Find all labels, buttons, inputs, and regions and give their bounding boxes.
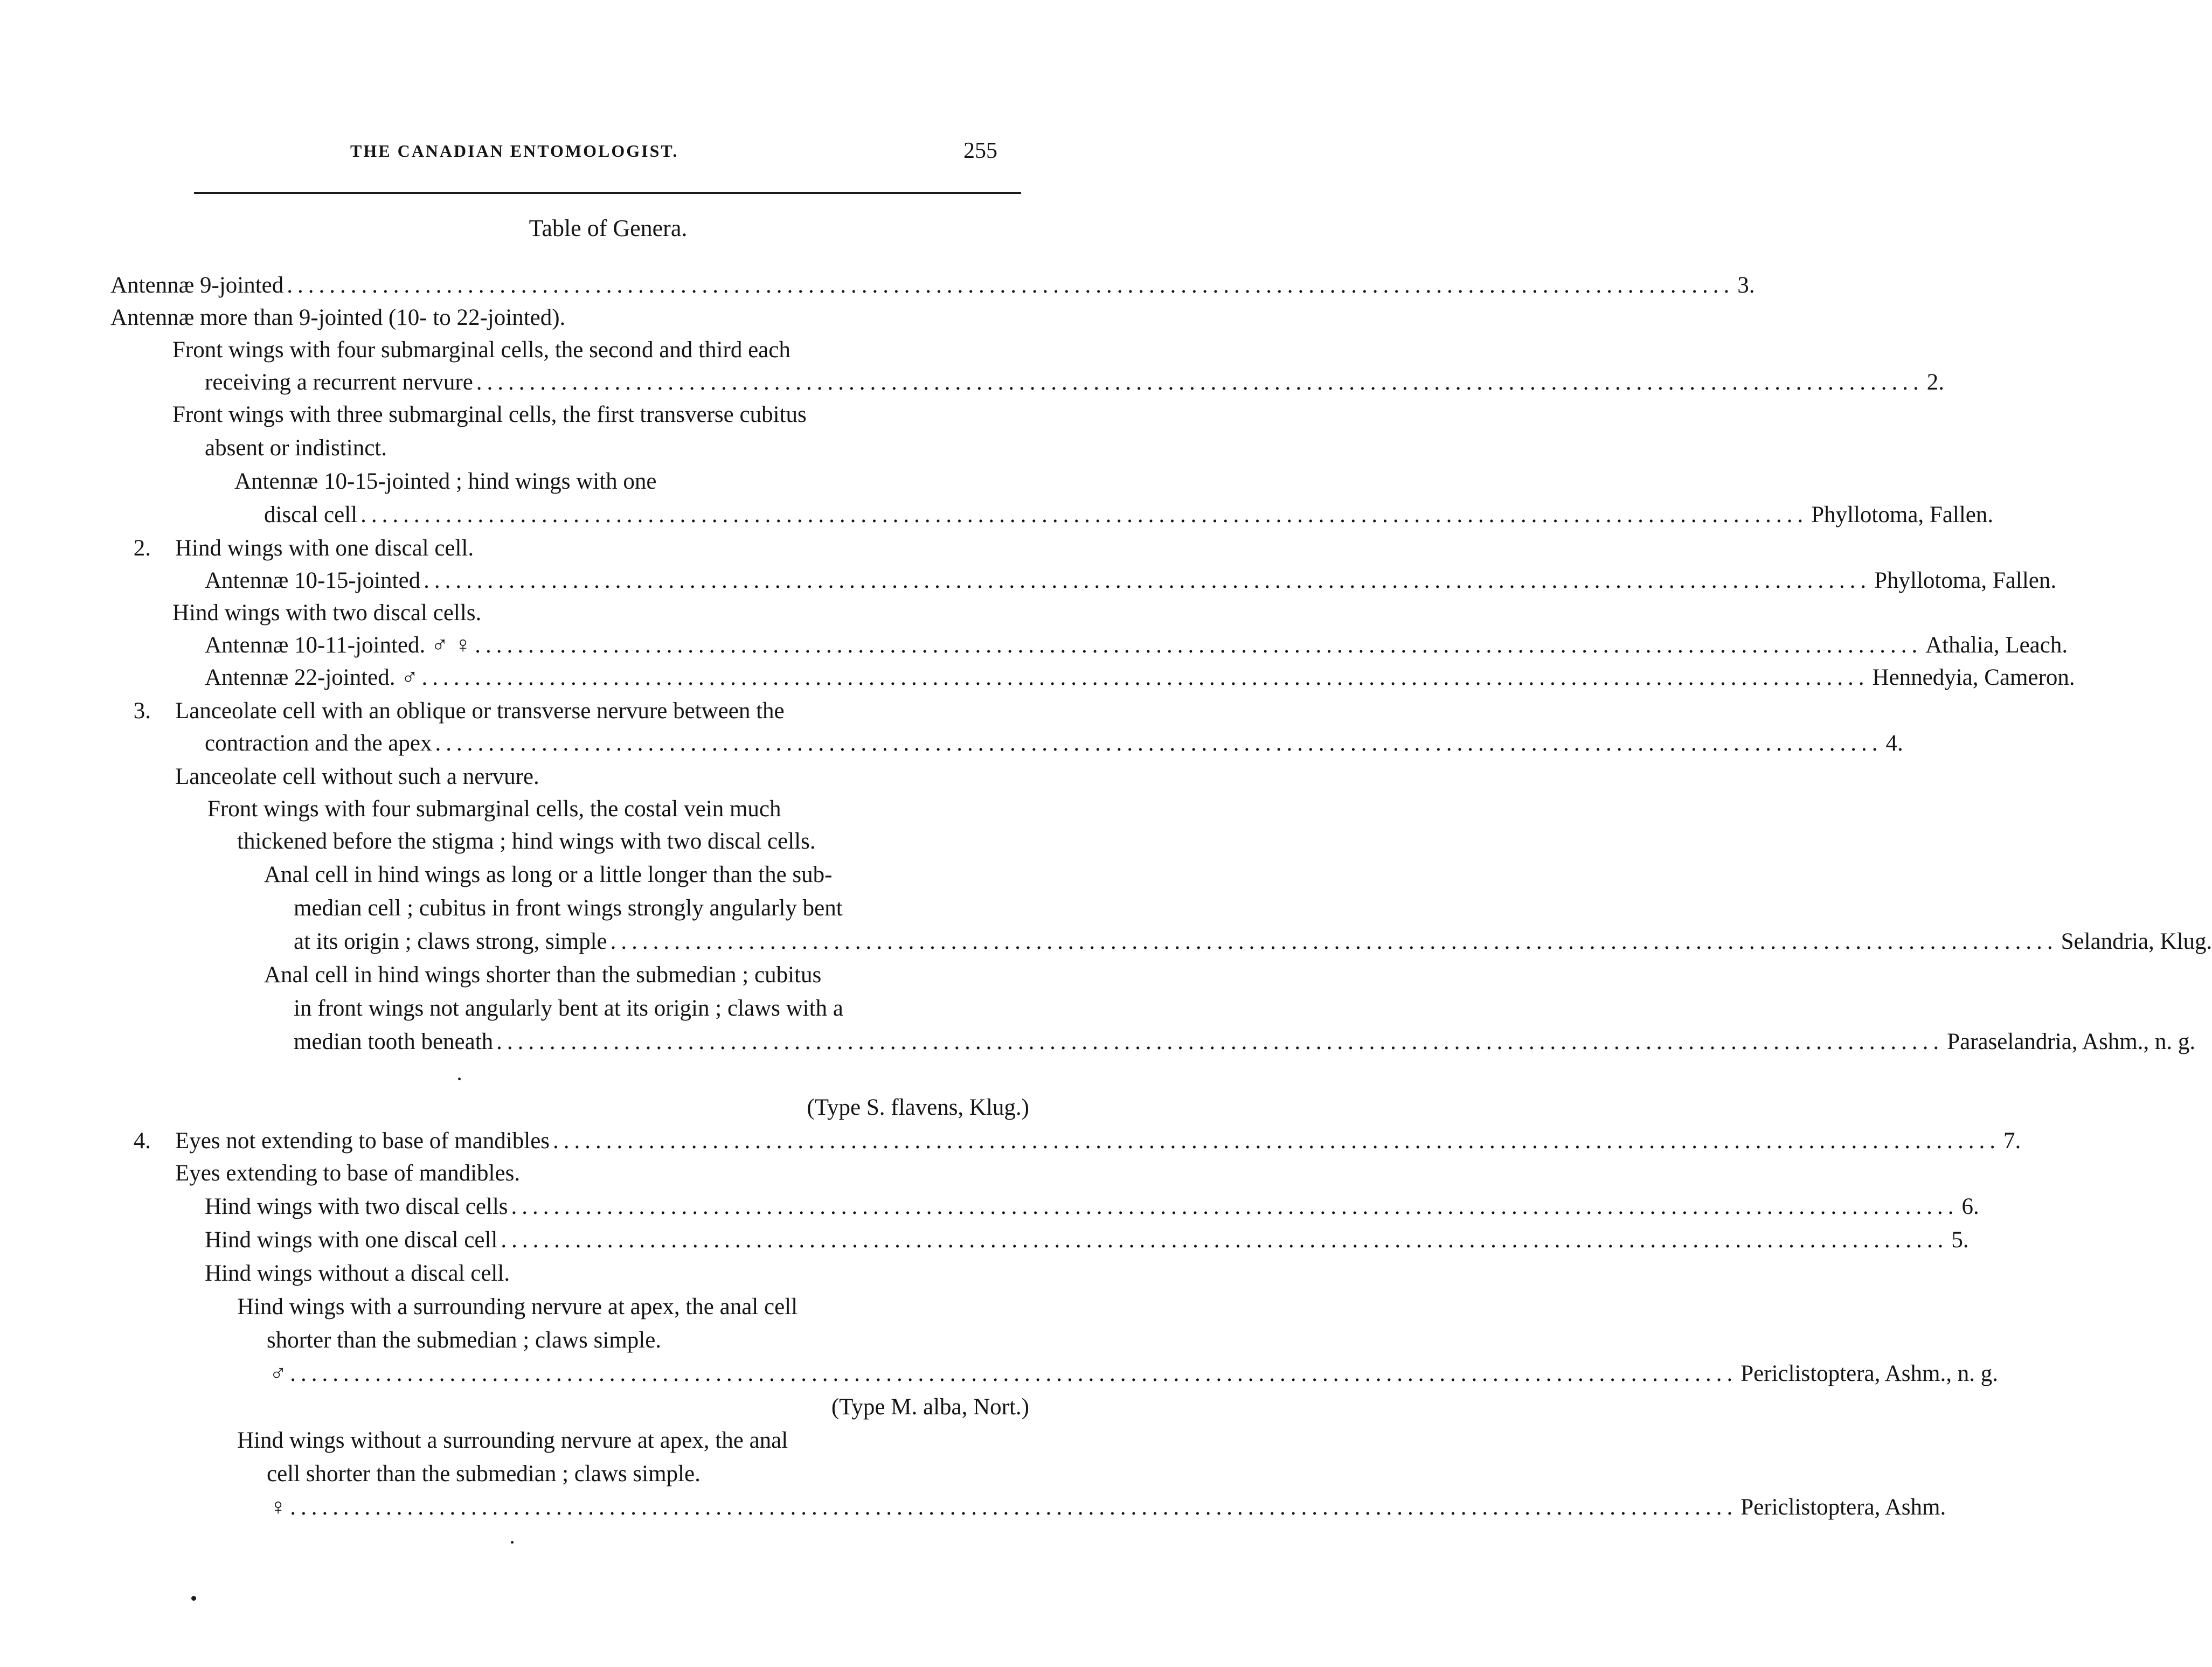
key-line [207, 797, 781, 821]
key-text: Hind wings with one discal cell. [175, 536, 474, 561]
key-text: in front wings not angularly bent at its origin ; claws with a [294, 996, 843, 1021]
key-line [269, 1361, 1998, 1386]
key-line [133, 536, 474, 561]
key-text: Hind wings with two discal cells. [172, 600, 482, 626]
dot-leader: ........................................................................................................................................ [511, 1194, 1959, 1219]
key-line [205, 731, 1903, 756]
key-line [237, 830, 816, 853]
dot-leader: ........................................................................................................................................ [290, 1361, 1738, 1386]
key-text: at its origin ; claws strong, simple [294, 929, 607, 954]
dot-leader: ........................................................................................................................................ [287, 273, 1735, 298]
dot-leader: ........................................................................................................................................ [501, 1227, 1948, 1253]
key-reference: 3. [1737, 273, 1755, 298]
key-text: Lanceolate cell without such a nervure. [175, 764, 539, 789]
key-line [110, 273, 1755, 298]
key-line [110, 306, 565, 329]
couplet-number: 2. [133, 536, 151, 561]
key-line [264, 863, 833, 886]
key-text: Eyes not extending to base of mandibles [175, 1128, 550, 1154]
key-line [294, 929, 2212, 954]
key-line [205, 1262, 510, 1285]
dot-leader: ........................................................................................................................................ [476, 370, 1924, 395]
dot-leader: ........................................................................................................................................ [360, 502, 1808, 527]
key-reference: Selandria, Klug. [2061, 929, 2212, 954]
key-reference: 7. [2003, 1128, 2021, 1154]
key-text: receiving a recurrent nervure [205, 370, 473, 395]
key-line [294, 897, 843, 920]
key-text: Front wings with four submarginal cells, the costal vein much [207, 796, 781, 822]
key-line [205, 665, 2075, 690]
key-text: absent or indistinct. [205, 435, 387, 461]
key-text: contraction and the apex [205, 731, 432, 756]
dot-leader: ........................................................................................................................................ [475, 633, 1923, 658]
key-line [593, 1395, 1029, 1419]
key-line [294, 1029, 2196, 1054]
key-reference: 5. [1951, 1227, 1969, 1253]
key-text: Front wings with four submarginal cells, the second and third each [172, 337, 791, 363]
key-line [205, 436, 387, 460]
key-text: shorter than the submedian ; claws simple. [267, 1328, 662, 1353]
section-title: Table of Genera. [529, 215, 688, 241]
key-text: Hind wings without a discal cell. [205, 1261, 510, 1286]
running-header: THE CANADIAN ENTOMOLOGIST. [350, 141, 679, 161]
header-rule [194, 192, 1021, 194]
type-note: (Type M. alba, Nort.) [831, 1394, 1029, 1420]
key-text: Hind wings with a surrounding nervure at apex, the anal cell [237, 1294, 798, 1319]
key-text: Front wings with three submarginal cells, the first transverse cubitus [172, 402, 807, 427]
key-text: Hind wings without a surrounding nervure at apex, the anal [237, 1428, 788, 1453]
key-reference: Hennedyia, Cameron. [1872, 665, 2075, 690]
key-line [175, 765, 539, 788]
key-reference: Periclistoptera, Ashm. [1741, 1495, 1946, 1520]
ink-speck [511, 1541, 514, 1544]
key-text: Anal cell in hind wings shorter than the submedian ; cubitus [264, 962, 822, 988]
key-line [267, 1329, 661, 1352]
key-reference: 6. [1961, 1194, 1979, 1219]
key-text: discal cell [264, 502, 358, 527]
key-line [205, 568, 2057, 593]
key-text: median cell ; cubitus in front wings strongly angularly bent [294, 895, 843, 921]
key-reference: Periclistoptera, Ashm., n. g. [1741, 1361, 1998, 1386]
key-text: ♂ [269, 1361, 287, 1386]
dot-leader: ........................................................................................................................................ [421, 665, 1869, 690]
key-reference: Athalia, Leach. [1925, 633, 2068, 658]
key-text: ♀ [269, 1495, 287, 1520]
key-line [593, 1096, 1029, 1119]
key-text: Eyes extending to base of mandibles. [175, 1161, 521, 1186]
key-text: Antennæ more than 9-jointed (10- to 22-jointed). [110, 305, 566, 330]
dot-leader: ........................................................................................................................................ [435, 731, 1883, 756]
key-text: cell shorter than the submedian ; claws simple. [267, 1461, 701, 1487]
key-line [133, 1128, 2021, 1154]
key-text: Antennæ 22-jointed. ♂ [205, 665, 419, 690]
key-line [269, 1495, 1946, 1520]
key-line [205, 633, 2068, 658]
key-text: Hind wings with two discal cells [205, 1194, 508, 1219]
key-line [237, 1295, 798, 1318]
key-line [172, 601, 481, 624]
dot-leader: ........................................................................................................................................ [496, 1029, 1944, 1054]
key-text: Antennæ 10-15-jointed [205, 568, 421, 593]
key-text: thickened before the stigma ; hind wings with two discal cells. [237, 829, 816, 854]
key-line [267, 1462, 701, 1485]
key-line [264, 963, 821, 987]
key-text: Antennæ 10-15-jointed ; hind wings with one [234, 469, 657, 494]
key-text: median tooth beneath [294, 1029, 494, 1054]
key-text: Anal cell in hind wings as long or a little longer than the sub- [264, 862, 833, 887]
key-line [237, 1429, 788, 1452]
ink-speck [191, 1596, 196, 1601]
key-text: Lanceolate cell with an oblique or transverse nervure between the [175, 698, 785, 724]
key-line [175, 1162, 520, 1185]
key-line [205, 1194, 1979, 1219]
page-number: 255 [963, 138, 997, 163]
key-line [172, 338, 791, 362]
dot-leader: ........................................................................................................................................ [290, 1495, 1738, 1520]
couplet-number: 4. [133, 1128, 151, 1154]
key-line [205, 370, 1945, 395]
dot-leader: ........................................................................................................................................ [553, 1128, 2001, 1154]
key-text: Antennæ 10-11-jointed. ♂ ♀ [205, 633, 472, 658]
type-note: (Type S. flavens, Klug.) [807, 1095, 1029, 1120]
ink-speck [458, 1078, 461, 1080]
key-line [133, 698, 785, 724]
key-reference: Paraselandria, Ashm., n. g. [1947, 1029, 2196, 1054]
key-reference: 4. [1885, 731, 1903, 756]
key-line [172, 403, 807, 426]
key-line [264, 502, 1994, 527]
key-reference: 2. [1926, 370, 1945, 395]
key-reference: Phyllotoma, Fallen. [1874, 568, 2057, 593]
couplet-number: 3. [133, 698, 151, 724]
dot-leader: ........................................................................................................................................ [610, 929, 2058, 954]
key-reference: Phyllotoma, Fallen. [1811, 502, 1994, 527]
key-line [294, 997, 843, 1020]
key-text: Antennæ 9-jointed [110, 273, 284, 298]
key-line [234, 470, 657, 493]
dot-leader: ........................................................................................................................................ [424, 568, 1871, 593]
key-text: Hind wings with one discal cell [205, 1227, 498, 1253]
key-line [205, 1227, 1969, 1253]
